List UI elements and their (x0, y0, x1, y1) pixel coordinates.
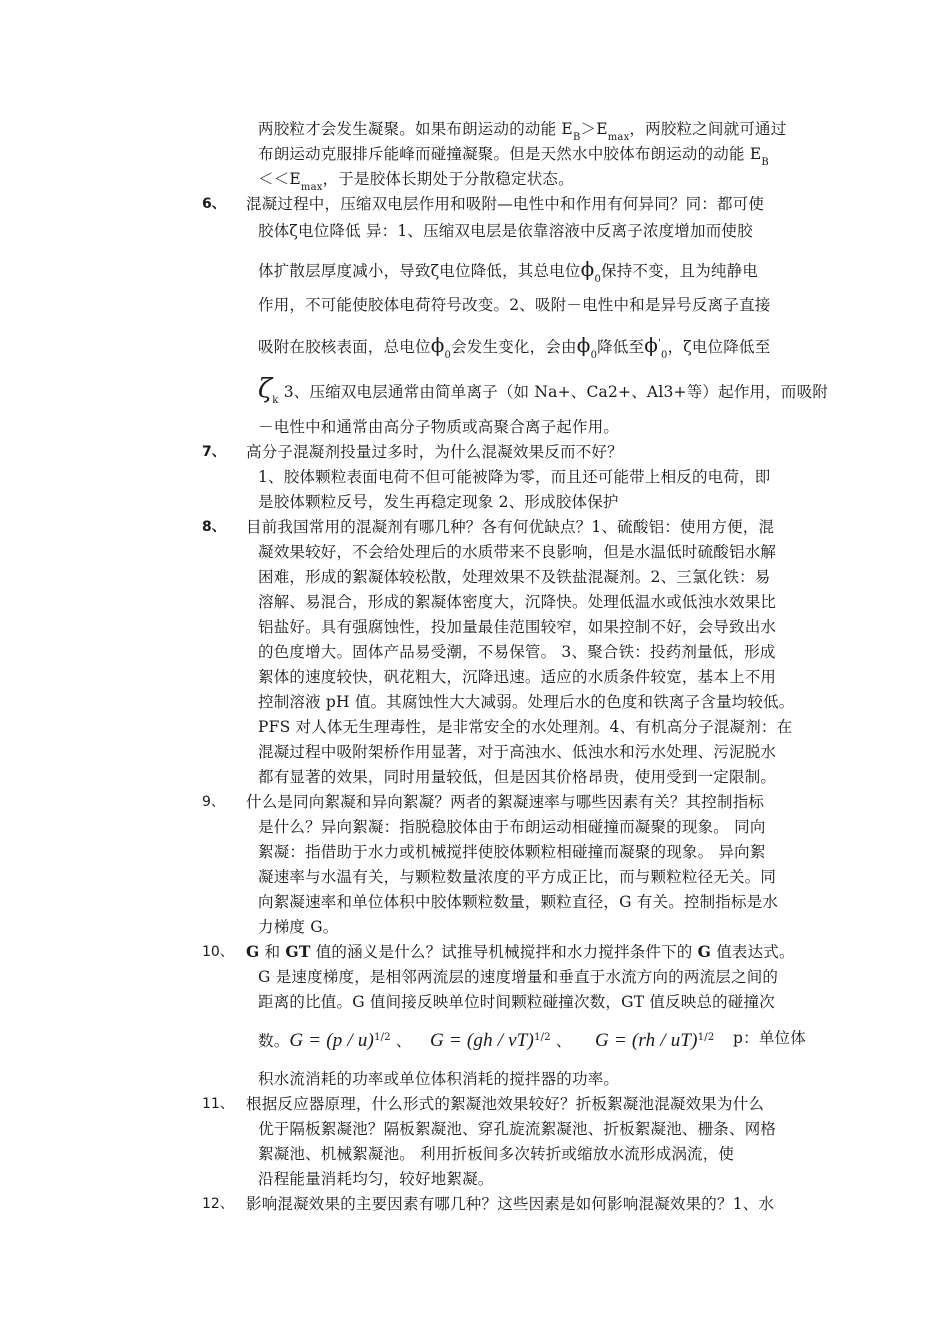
q8-line-2: 凝效果较好，不会给处理后的水质带来不良影响，但是水温低时硫酸铝水解 (258, 543, 777, 561)
q9-line-3: 絮凝：指借助于水力或机械搅拌使胶体颗粒相碰撞而凝聚的现象。 异向絮 (258, 843, 766, 861)
text-segment: 和 (259, 943, 286, 961)
q10-line-3: 距离的比值。G 值间接反映单位时间颗粒碰撞次数，GT 值反映总的碰撞次 (258, 993, 775, 1011)
question-number-12: 12、 (202, 1196, 234, 1212)
superscript: 1/2 (374, 1032, 391, 1043)
subscript: B (761, 157, 769, 168)
q6-line-5 (258, 333, 770, 367)
superscript: ' (658, 338, 662, 349)
text-segment: 两胶粒才会发生凝聚。如果布朗运动的动能 E (258, 120, 573, 138)
text-segment: 体扩散层厚度减小，导致ζ电位降低，其总电位 (258, 262, 581, 280)
subscript: 0 (661, 350, 668, 361)
q9-line-5: 向絮凝速率和单位体积中胶体颗粒数量，颗粒直径，G 有关。控制指标是水 (258, 893, 779, 911)
text-segment: 会发生变化，会由 (451, 338, 577, 356)
q9-line-2: 是什么？异向絮凝：指脱稳胶体由于布朗运动相碰撞而凝聚的现象。 同向 (258, 818, 766, 836)
q10-line-2: G 是速度梯度，是相邻两流层的速度增量和垂直于水流方向的两流层之间的 (258, 968, 779, 986)
text-segment: 布朗运动克服排斥能峰而碰撞凝聚。但是天然水中胶体布朗运动的动能 E (258, 145, 762, 163)
question-number-11: 11、 (202, 1096, 234, 1112)
q9-line-6: 力梯度 G。 (258, 918, 339, 936)
text-segment: ，两胶粒之间就可通过 (629, 120, 787, 138)
formula-third: G = (rh / uT) (595, 1030, 698, 1051)
phi-symbol: ϕ (576, 333, 591, 357)
q10-formula-3 (595, 1027, 714, 1052)
q6-line-6 (258, 374, 829, 412)
phi-symbol: ϕ (644, 333, 659, 357)
q6-line-3 (258, 258, 758, 291)
q10-line-5: 积水流消耗的功率或单位体积消耗的搅拌器的功率。 (258, 1070, 620, 1088)
q8-line-3: 困难，形成的絮凝体较松散，处理效果不及铁盐混凝剂。2、三氯化铁：易 (258, 568, 771, 586)
separator: 、 (390, 1032, 412, 1050)
q11-line-2: 优于隔板絮凝池？隔板絮凝池、穿孔旋流絮凝池、折板絮凝池、栅条、网格 (258, 1120, 777, 1138)
q9-line-1: 什么是同向絮凝和异向絮凝？两者的絮凝速率与哪些因素有关？其控制指标 (246, 793, 765, 811)
q8-line-8: 控制溶液 pH 值。其腐蚀性大大减弱。处理后水的色度和铁离子含量均较低。 (258, 693, 795, 711)
text-segment: 保持不变，且为纯静电 (601, 262, 759, 280)
question-number-7: 7、 (202, 444, 226, 460)
q8-line-5: 铝盐好。具有强腐蚀性，投加量最佳范围较窄，如果控制不好，会导致出水 (258, 618, 777, 636)
subscript: max (300, 182, 323, 193)
q10-formula-2 (430, 1027, 572, 1052)
text-segment: 3、压缩双电层通常由简单离子（如 Na+、Ca2+、Al3+等）起作用，而吸附 (278, 383, 829, 401)
formula-hydraulic: G = (gh / νT) (430, 1030, 535, 1051)
q10-line-4 (258, 1027, 412, 1052)
subscript: max (607, 132, 630, 143)
question-number-9: 9、 (202, 794, 225, 810)
formula-mechanical: G = (p / u) (289, 1030, 375, 1051)
q7-line-1: 高分子混凝剂投量过多时，为什么混凝效果反而不好？ (246, 443, 623, 461)
q8-line-6: 的色度增大。固体产品易受潮，不易保管。 3、聚合铁：投药剂量低，形成 (258, 643, 776, 661)
phi-symbol: ϕ (430, 333, 445, 357)
q6-line-7: －电性中和通常由高分子物质或高聚合离子起作用。 (258, 418, 620, 436)
text-segment: ＞E (580, 120, 608, 138)
question-number-10: 10、 (202, 944, 234, 960)
bold-term: G (697, 942, 712, 961)
q10-line-1 (246, 941, 795, 963)
subscript: k (272, 395, 279, 406)
text-segment: 吸附在胶核表面，总电位 (258, 338, 431, 356)
q7-line-2: 1、胶体颗粒表面电荷不但可能被降为零，而且还可能带上相反的电荷，即 (258, 468, 771, 486)
q11-line-3: 絮凝池、机械絮凝池。 利用折板间多次转折或缩放水流形成涡流，使 (258, 1145, 735, 1163)
q6-line-2: 胶体ζ电位降低 异：1、压缩双电层是依靠溶液中反离子浓度增加而使胶 (258, 222, 753, 240)
question-number-8: 8、 (202, 519, 226, 535)
bold-term: G (246, 942, 260, 961)
q10-line-4b: p：单位体 (733, 1029, 806, 1047)
q7-line-3: 是胶体颗粒反号，发生再稳定现象 2、形成胶体保护 (258, 493, 619, 511)
text-segment: ，于是胶体长期处于分散稳定状态。 (322, 170, 574, 188)
q11-line-4: 沿程能量消耗均匀，较好地絮凝。 (258, 1170, 494, 1188)
text-segment: ，ζ电位降低至 (667, 338, 771, 356)
text-segment: 值的涵义是什么？试推导机械搅拌和水力搅拌条件下的 (310, 943, 698, 961)
text-segment: ＜＜E (258, 170, 301, 188)
q8-line-10: 混凝过程中吸附架桥作用显著，对于高浊水、低浊水和污水处理、污泥脱水 (258, 743, 777, 761)
q8-line-4: 溶解、易混合，形成的絮凝体密度大，沉降快。处理低温水或低浊水效果比 (258, 593, 777, 611)
bold-term: GT (285, 942, 311, 961)
text-segment: 降低至 (597, 338, 645, 356)
q9-line-4: 凝速率与水温有关，与颗粒数量浓度的平方成正比，而与颗粒粒径无关。同 (258, 868, 777, 886)
q11-line-1: 根据反应器原理，什么形式的絮凝池效果较好？折板絮凝池混凝效果为什么 (246, 1095, 765, 1113)
text-segment: 值表达式。 (711, 943, 795, 961)
q12-line-1: 影响混凝效果的主要因素有哪几种？这些因素是如何影响混凝效果的？1、水 (246, 1195, 775, 1213)
superscript: 1/2 (534, 1032, 551, 1043)
phi-symbol: ϕ (580, 257, 595, 281)
subscript: 0 (590, 350, 598, 361)
question-number-6: 6、 (202, 196, 226, 212)
zeta-symbol: ζ (258, 374, 273, 404)
subscript: B (572, 132, 581, 143)
subscript: 0 (594, 274, 602, 285)
separator: 、 (550, 1032, 572, 1050)
superscript: 1/2 (697, 1032, 715, 1043)
q6-line-1: 混凝过程中，压缩双电层作用和吸附—电性中和作用有何异同？同：都可使 (246, 195, 765, 213)
q8-line-11: 都有显著的效果，同时用量较低，但是因其价格昂贵，使用受到一定限制。 (258, 768, 777, 786)
q8-line-9: PFS 对人体无生理毒性，是非常安全的水处理剂。4、有机高分子混凝剂：在 (258, 718, 793, 736)
q8-line-7: 絮体的速度较快，矾花粗大，沉降迅速。适应的水质条件较宽，基本上不用 (258, 668, 777, 686)
q6-line-4: 作用，不可能使胶体电荷符号改变。2、吸附－电性中和是异号反离子直接 (258, 296, 771, 314)
subscript: 0 (444, 350, 452, 361)
q8-line-1: 目前我国常用的混凝剂有哪几种？各有何优缺点？1、硫酸铝：使用方便，混 (246, 518, 775, 536)
text-segment: 数。 (258, 1032, 290, 1050)
